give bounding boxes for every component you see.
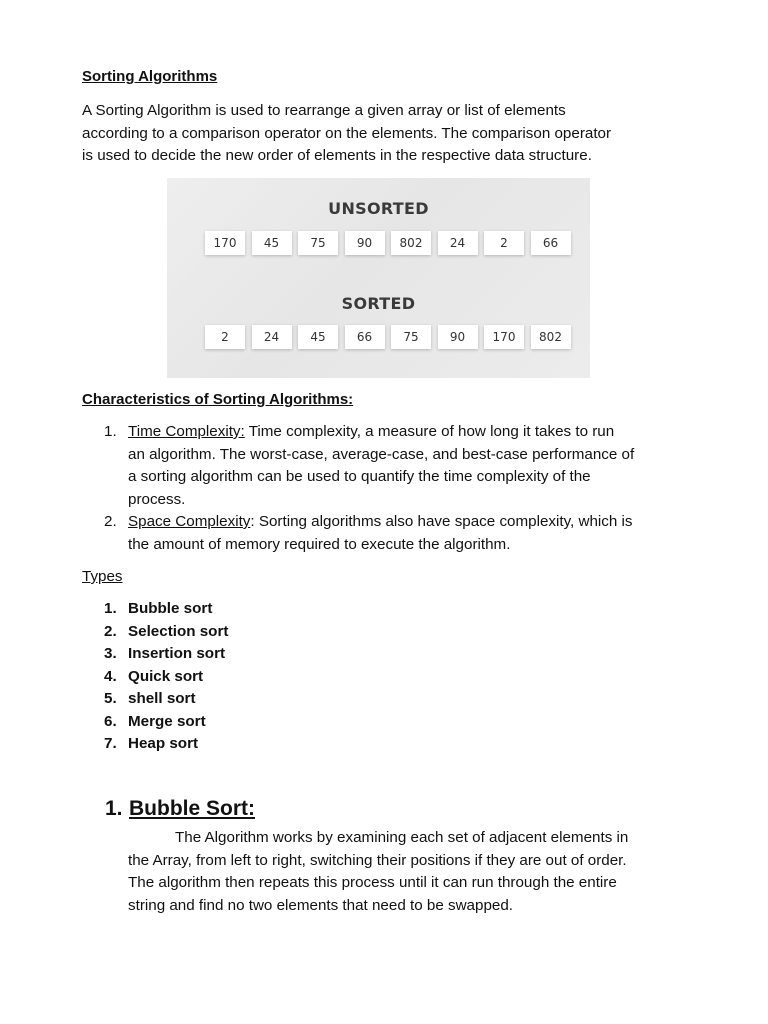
document-title: Sorting Algorithms [82, 68, 218, 85]
array-cell: 2 [484, 231, 524, 255]
unsorted-heading: UNSORTED [328, 199, 429, 218]
list-number: 6. [104, 713, 117, 730]
body-line: The algorithm then repeats this process until it can run through the entire [128, 874, 617, 892]
intro-paragraph [82, 100, 682, 168]
bubble-sort-heading [105, 797, 255, 821]
type-label: Heap sort [128, 735, 199, 752]
array-cell: 45 [252, 231, 292, 255]
item-text: the amount of memory required to execute the algorithm. [128, 535, 511, 553]
body-line: the Array, from left to right, switching their positions if they are out of order. [128, 851, 627, 869]
array-cell: 90 [345, 231, 385, 255]
item-text: process. [128, 490, 186, 508]
sorted-heading: SORTED [341, 294, 416, 313]
list-number: 1. [104, 423, 117, 440]
array-cell: 66 [531, 231, 571, 255]
type-label: Selection sort [128, 623, 229, 640]
array-cell: 90 [438, 325, 478, 349]
list-number: 4. [104, 668, 117, 685]
section-title: Bubble Sort: [129, 797, 255, 820]
item-text: Time complexity, a measure of how long it takes to run [244, 423, 615, 440]
type-list-item [104, 733, 198, 755]
type-label: shell sort [128, 690, 196, 707]
array-cell: 24 [438, 231, 478, 255]
item-text: an algorithm. The worst-case, average-case, and best-case performance of [128, 445, 635, 463]
term-time-complexity: Time Complexity: [128, 423, 245, 440]
item-text: : Sorting algorithms also have space complexity, which is [250, 513, 633, 530]
list-number: 2. [104, 513, 117, 530]
item-text: a sorting algorithm can be used to quantify the time complexity of the [128, 468, 591, 486]
type-list-item [104, 643, 225, 665]
term-space-complexity: Space Complexity [128, 513, 251, 530]
section-number: 1. [105, 797, 123, 820]
type-list-item [104, 598, 212, 620]
type-label: Merge sort [128, 713, 206, 730]
type-list-item [104, 666, 203, 688]
list-number: 3. [104, 645, 117, 662]
type-label: Bubble sort [128, 600, 213, 617]
list-number: 7. [104, 735, 117, 752]
intro-line: according to a comparison operator on the elements. The comparison operator [82, 124, 612, 142]
type-list-item [104, 688, 196, 710]
array-cell: 170 [205, 231, 245, 255]
array-cell: 2 [205, 325, 245, 349]
body-line: The Algorithm works by examining each set of adjacent elements in [175, 829, 629, 846]
type-label: Quick sort [128, 668, 204, 685]
array-cell: 45 [298, 325, 338, 349]
array-cell: 75 [298, 231, 338, 255]
body-line: string and find no two elements that need to be swapped. [128, 896, 514, 914]
intro-line: A Sorting Algorithm is used to rearrange a given array or list of elements [82, 102, 566, 119]
array-cell: 802 [391, 231, 431, 255]
array-cell: 170 [484, 325, 524, 349]
types-heading: Types [82, 568, 123, 585]
list-number: 2. [104, 623, 117, 640]
type-list-item [104, 711, 206, 733]
intro-line: is used to decide the new order of elements in the respective data structure. [82, 147, 592, 165]
characteristics-heading: Characteristics of Sorting Algorithms: [82, 391, 354, 408]
array-cell: 24 [252, 325, 292, 349]
array-cell: 66 [345, 325, 385, 349]
array-cell: 75 [391, 325, 431, 349]
array-cell: 802 [531, 325, 571, 349]
list-number: 1. [104, 600, 117, 617]
type-list-item [104, 621, 228, 643]
type-label: Insertion sort [128, 645, 226, 662]
bubble-sort-description [128, 827, 688, 917]
list-number: 5. [104, 690, 117, 707]
sorting-illustration [167, 178, 590, 378]
